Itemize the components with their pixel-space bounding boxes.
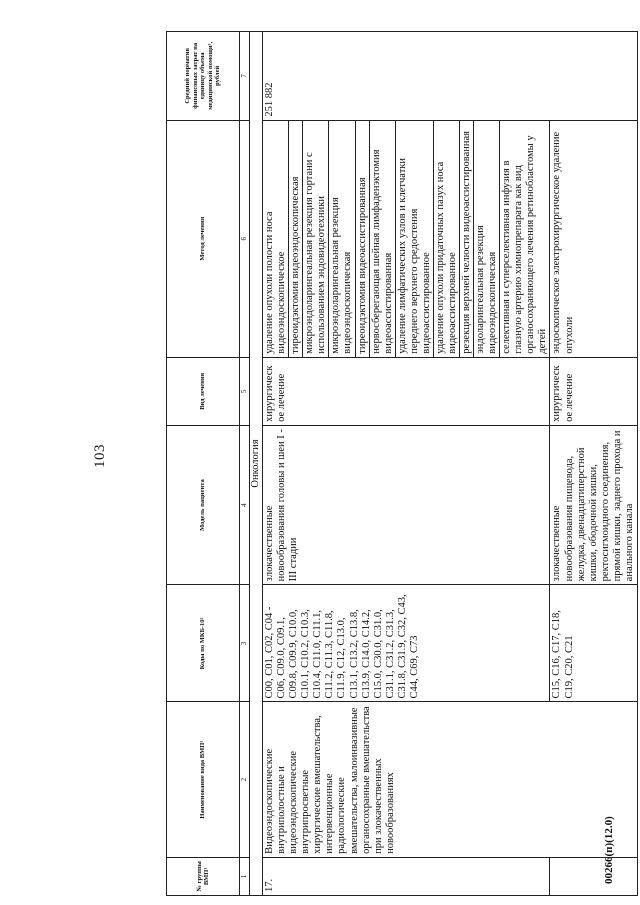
column-number: 1	[240, 857, 250, 895]
patient-model-cell: злокачественные новообразования головы и шеи I - III стадии	[263, 425, 550, 584]
method-item: селективная и суперселективная инфузия в глазную артерию химиопрепарата как вид органосохраняющего лечения ретинобластомы у детей	[501, 135, 549, 354]
column-number: 3	[240, 585, 250, 702]
header-patient-model: Модель пациента	[167, 425, 240, 584]
method-item: эндоскопическое электрохирургическое удаление опухоли	[551, 131, 575, 354]
header-treatment-type: Вид лечения	[167, 357, 240, 425]
method-item: резекция верхней челюсти видеоассистированная	[460, 121, 474, 357]
icd-codes-cell: C00, C01, C02, C04 - C06, C09.0, C09.1, C09.8, C09.9, C10.0, C10.1, C10.2, C10.3, C10.4, C11.0, C11.1, C11.2, C11.3, C11.8, C11.9, C12, C13.0, C13.1, C13.2, C13.8, C13.9, C14.0, C14.2, C15.0, C30.0, C31.0, C31.1, C31.2, C31.3, C31.8, C31.9, C32, C43, C44, C69, C73	[263, 585, 550, 702]
column-number: 7	[240, 32, 250, 121]
header-group-number: № группы ВМП¹	[167, 857, 240, 895]
document-code: 00266(п)(12.0)	[603, 816, 615, 884]
cost-cell: 251 882	[263, 32, 638, 121]
column-number: 5	[240, 357, 250, 425]
method-item: нервосберегающая шейная лимфаденэктомия видеоассистированная	[370, 121, 396, 357]
method-item: микроэндоларингеальная резекция гортани с использованием эндовидеотехники	[303, 121, 329, 357]
vmp-table	[166, 31, 638, 896]
group-number-cell: 17.	[263, 857, 550, 895]
patient-model-cell: злокачественные новообразования пищевода, желудка, двенадцатиперстной кишки, ободочной кишки, ректосигмоидного соединения, прямой кишки, заднего прохода и анального канала	[550, 425, 637, 584]
header-treatment-method: Метод лечения	[167, 120, 240, 357]
method-item: тиреоидэктомия видеоэндоскопическая	[289, 121, 303, 357]
header-vmp-name: Наименование вида ВМП¹	[167, 702, 240, 857]
treatment-type-cell: хирургическое лечение	[550, 357, 637, 425]
column-number: 4	[240, 425, 250, 584]
method-item: удаление опухоли полости носа видеоэндоскопическое	[263, 121, 289, 357]
vmp-name-cell: Видеоэндоскопические внутриполостные и видеоэндоскопические внутрипросветные хирургические вмешательства, интервенционные радиологические вмешательства, малоинвазивные органосохранные вмешательства при злокачественных новообразованиях	[263, 702, 638, 857]
section-row	[250, 32, 263, 896]
page-number: 103	[92, 444, 108, 468]
table-row	[263, 32, 550, 896]
section-title: Онкология	[250, 32, 263, 896]
icd-codes-cell: C15, C16, C17, C18, C19, C20, C21	[550, 585, 637, 702]
header-icd-codes: Коды по МКБ-10²	[167, 585, 240, 702]
method-item: тиреоидэктомия видеоассистированная	[356, 121, 370, 357]
treatment-methods-cell	[550, 120, 637, 357]
treatment-methods-cell	[263, 120, 550, 357]
method-item: удаление опухоли придаточных пазух носа видеоассистированное	[434, 121, 460, 357]
column-number: 2	[240, 702, 250, 857]
method-item: удаление лимфатических узлов и клетчатки переднего верхнего средостения видеоассистированное	[396, 121, 434, 357]
column-number-row	[240, 32, 250, 896]
method-item: эндоларингеальная резекция видеоэндоскопическая	[474, 121, 500, 357]
column-number: 6	[240, 120, 250, 357]
header-cost-standard: Средний норматив финансовых затрат на единицу объема медицинской помощи³, рублей	[167, 32, 240, 121]
treatment-type-cell: хирургическое лечение	[263, 357, 550, 425]
method-item: микроэндоларингеальная резекция видеоэндоскопическая	[329, 121, 355, 357]
header-row	[167, 32, 240, 896]
group-number-cell	[550, 857, 637, 895]
